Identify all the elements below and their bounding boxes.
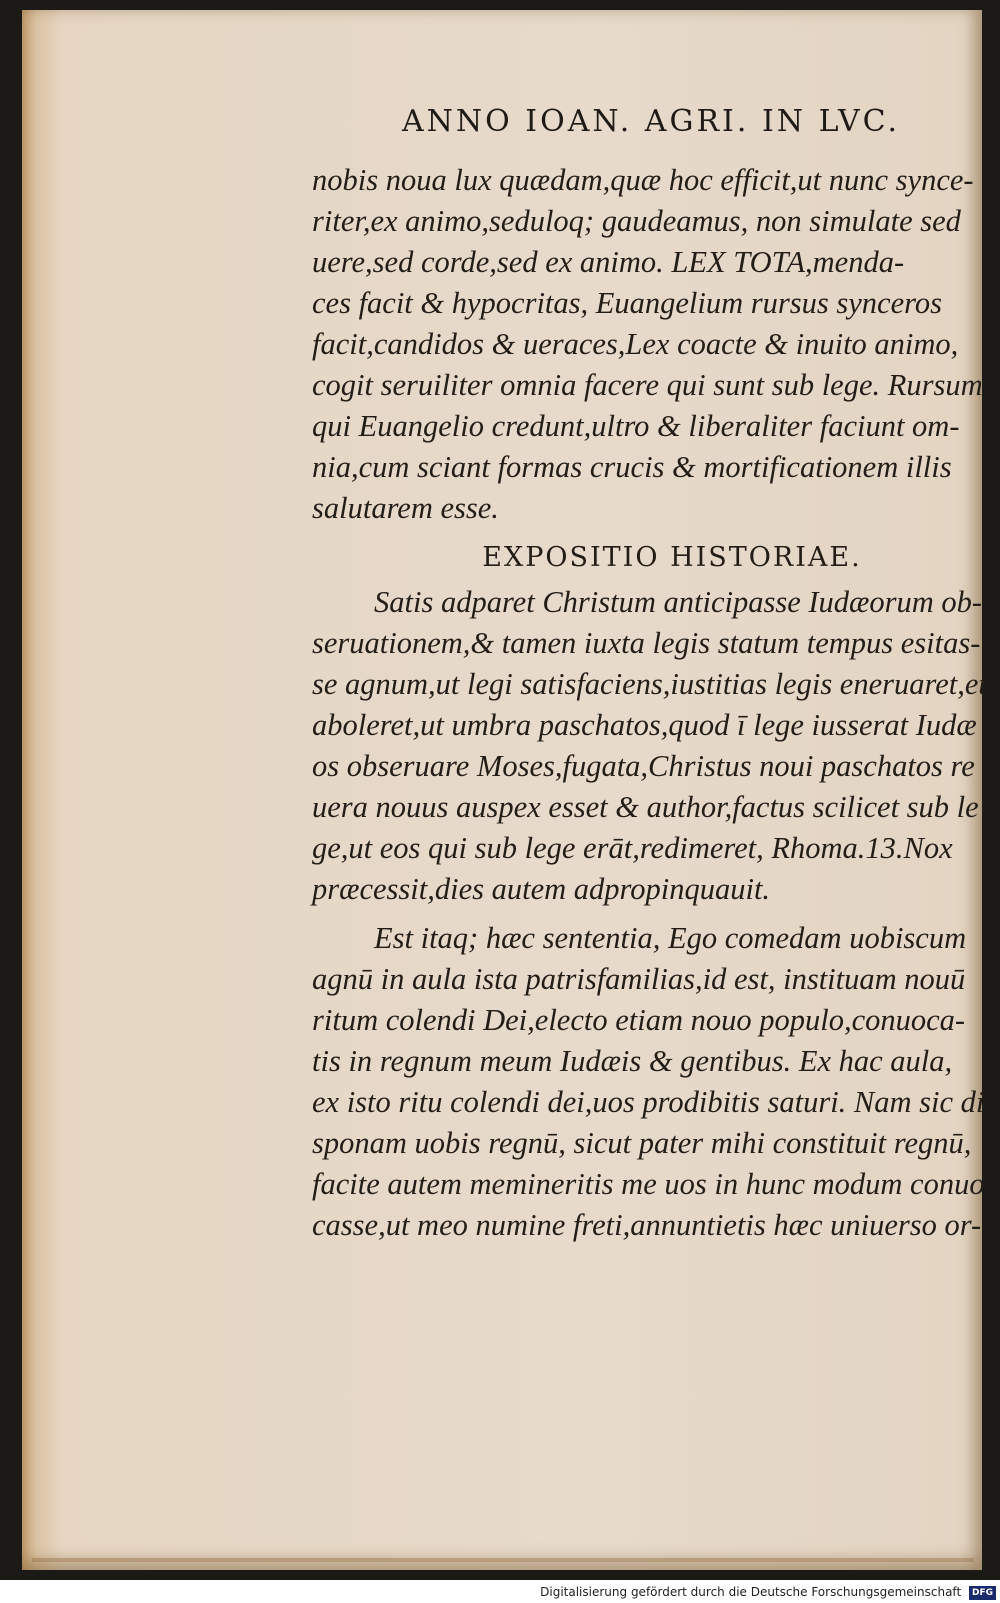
- text-line: præcessit,dies autem adpropinquauit.: [312, 872, 771, 906]
- text-line: qui Euangelio credunt,ultro & liberaliter faciunt om-: [312, 409, 960, 443]
- credit-text: Digitalisierung gefördert durch die Deutsche Forschungsgemeinschaft: [540, 1585, 962, 1599]
- text-line: nobis noua lux quædam,quæ hoc efficit,ut nunc synce-: [312, 163, 974, 197]
- text-line: ge,ut eos qui sub lege erāt,redimeret, Rhoma.13.Nox: [312, 831, 953, 865]
- text-line: sponam uobis regnū, sicut pater mihi constituit regnū,: [312, 1126, 972, 1160]
- text-line: uere,sed corde,sed ex animo. LEX TOTA,menda-: [312, 245, 905, 279]
- book-page: [22, 10, 987, 1570]
- text-line: nia,cum sciant formas crucis & mortificationem illis: [312, 450, 952, 484]
- text-line: ritum colendi Dei,electo etiam nouo populo,conuoca-: [312, 1003, 966, 1037]
- text-line: uera nouus auspex esset & author,factus scilicet sub le: [312, 790, 979, 824]
- section-heading: EXPOSITIO HISTORIAE.: [482, 542, 862, 573]
- text-line: facit,candidos & ueraces,Lex coacte & inuito animo,: [312, 327, 959, 361]
- text-line: facite autem memineritis me uos in hunc modum conuo: [312, 1167, 985, 1201]
- running-header: ANNO IOAN. AGRI. IN LVC.: [402, 104, 901, 139]
- text-line: Satis adparet Christum anticipasse Iudæorum ob-: [374, 585, 983, 619]
- dfg-logo: DFG: [969, 1586, 996, 1600]
- text-line: riter,ex animo,seduloq; gaudeamus, non simulate sed: [312, 204, 961, 238]
- text-line: agnū in aula ista patrisfamilias,id est, instituam nouū: [312, 962, 966, 996]
- text-line: ex isto ritu colendi dei,uos prodibitis saturi. Nam sic di: [312, 1085, 985, 1119]
- body-text: [312, 160, 992, 1246]
- text-line: os obseruare Moses,fugata,Christus noui paschatos re: [312, 749, 975, 783]
- text-line: Est itaq; hæc sententia, Ego comedam uobiscum: [374, 921, 967, 955]
- text-line: casse,ut meo numine freti,annuntietis hæc uniuerso or-: [312, 1208, 982, 1242]
- text-line: salutarem esse.: [312, 491, 499, 525]
- text-line: se agnum,ut legi satisfaciens,iustitias legis eneruaret,et: [312, 667, 987, 701]
- text-line: ces facit & hypocritas, Euangelium rursus synceros: [312, 286, 942, 320]
- text-line: seruationem,& tamen iuxta legis statum tempus esitas-: [312, 626, 981, 660]
- paragraph-gap: [312, 910, 992, 918]
- text-line: aboleret,ut umbra paschatos,quod ī lege iusserat Iudæ: [312, 708, 977, 742]
- text-line: tis in regnum meum Iudæis & gentibus. Ex hac aula,: [312, 1044, 953, 1078]
- text-line: cogit seruiliter omnia facere qui sunt sub lege. Rursum: [312, 368, 983, 402]
- digitization-credit: [540, 1581, 1000, 1603]
